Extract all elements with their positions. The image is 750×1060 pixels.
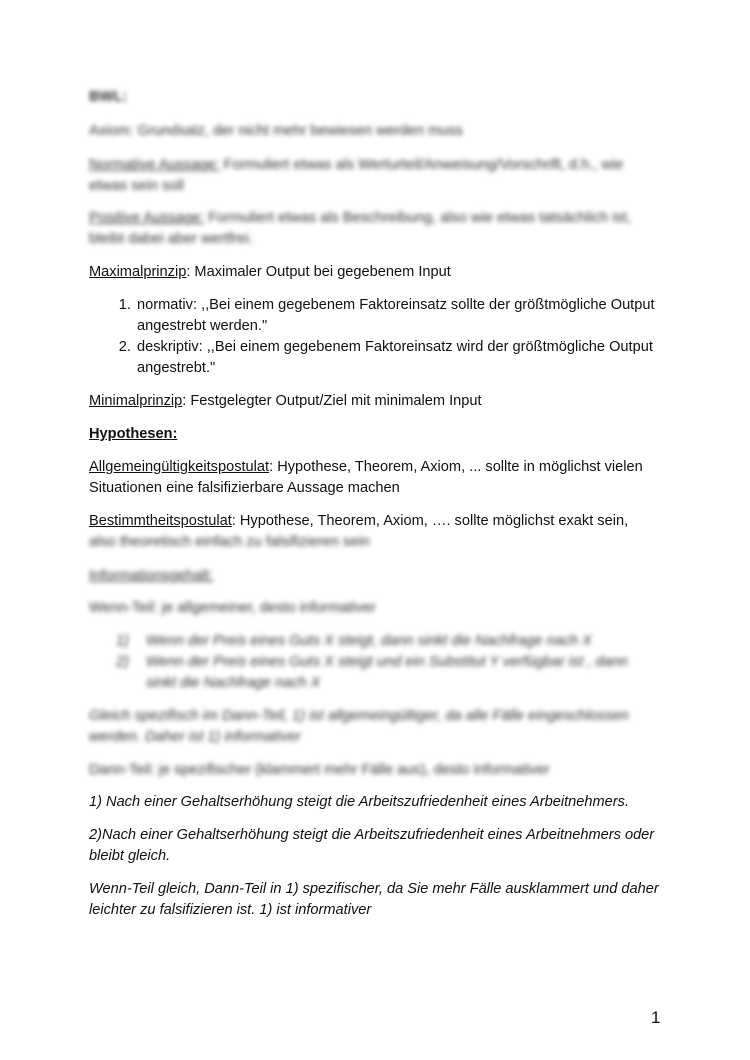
maximalprinzip-text: : Maximaler Output bei gegebenem Input bbox=[186, 264, 451, 280]
page-number: 1 bbox=[651, 1008, 661, 1027]
bestimmtheit-label: Bestimmtheitspostulat bbox=[89, 513, 232, 529]
normative-statement bbox=[89, 155, 659, 197]
maximalprinzip-label: Maximalprinzip bbox=[89, 264, 187, 280]
maximalprinzip bbox=[89, 262, 659, 283]
example-text: Wenn der Preis eines Guts X steigt, dann sinkt die Nachfrage nach X bbox=[146, 633, 592, 649]
bestimmtheit-continuation: also theoretisch einfach zu falsifizieren sein bbox=[89, 534, 370, 550]
italic-example-2: 2)Nach einer Gehaltserhöhung steigt die Arbeitszufriedenheit eines Arbeitnehmers oder bleibt gleich. bbox=[89, 827, 655, 864]
allgemeingueltigkeitspostulat bbox=[89, 457, 659, 499]
minimalprinzip-label: Minimalprinzip bbox=[89, 393, 183, 409]
positive-statement bbox=[89, 208, 659, 250]
example-number: 1) bbox=[116, 633, 129, 649]
allgemein-text: : Hypothese, Theorem, Axiom, ... sollte in möglichst vielen Situationen eine falsifizierbare Aussage machen bbox=[89, 459, 643, 496]
positive-label: Positive Aussage: bbox=[89, 210, 205, 226]
example-text: Wenn der Preis eines Guts X steigt und ein Substitut Y verfügbar ist , dann sinkt die Nachfrage nach X bbox=[146, 654, 628, 691]
list-item-deskriptiv: 2. deskriptiv: ,,Bei einem gegebenem Faktoreinsatz wird der größtmögliche Output angestrebt." bbox=[135, 337, 705, 379]
list-item-normativ: 1. normativ: ,,Bei einem gegebenem Faktoreinsatz sollte der größtmögliche Output angestrebt werden." bbox=[135, 295, 705, 337]
italic-conclusion: Wenn-Teil gleich, Dann-Teil in 1) spezifischer, da Sie mehr Fälle ausklammert und daher leichter zu falsifizieren ist. 1) ist informativer bbox=[89, 881, 659, 918]
informationsgehalt-heading: Informationsgehalt: bbox=[89, 568, 214, 584]
normative-text: Formuliert etwas als Werturteil/Anweisung/Vorschrift, d.h., wie etwas sein soll bbox=[89, 157, 624, 194]
maximalprinzip-list bbox=[89, 295, 705, 379]
example-number: 2) bbox=[116, 654, 129, 670]
minimalprinzip bbox=[89, 391, 659, 412]
hypothesen-heading: Hypothesen: bbox=[89, 426, 178, 442]
example-item bbox=[116, 652, 646, 694]
example-list bbox=[116, 631, 646, 694]
italic-example-1: 1) Nach einer Gehaltserhöhung steigt die Arbeitszufriedenheit eines Arbeitnehmers. bbox=[89, 794, 630, 810]
allgemein-label: Allgemeingültigkeitspostulat bbox=[89, 459, 270, 475]
gleich-spezifisch-note: Gleich spezifisch im Dann-Teil, 1) ist allgemeingültiger, da alle Fälle eingeschlossen werden. Daher ist 1) informativer bbox=[89, 708, 629, 745]
positive-text: Formuliert etwas als Beschreibung, also wie etwas tatsächlich ist, bleibt dabei aber wertfrei. bbox=[89, 210, 631, 247]
bwl-heading: BWL: bbox=[89, 89, 128, 105]
example-item bbox=[116, 631, 646, 652]
axiom-definition: Axiom: Grundsatz, der nicht mehr bewiesen werden muss bbox=[89, 123, 463, 139]
bestimmtheit-text: : Hypothese, Theorem, Axiom, …. sollte möglichst exakt sein, bbox=[231, 513, 629, 529]
bestimmtheitspostulat bbox=[89, 511, 659, 532]
normative-label: Normative Aussage: bbox=[89, 157, 220, 173]
minimalprinzip-text: : Festgelegter Output/Ziel mit minimalem Input bbox=[182, 393, 482, 409]
wenn-teil-rule: Wenn-Teil: je allgemeiner, desto informativer bbox=[89, 600, 376, 616]
dann-teil-rule: Dann-Teil: je spezifischer (klammert mehr Fälle aus), desto informativer bbox=[89, 762, 550, 778]
